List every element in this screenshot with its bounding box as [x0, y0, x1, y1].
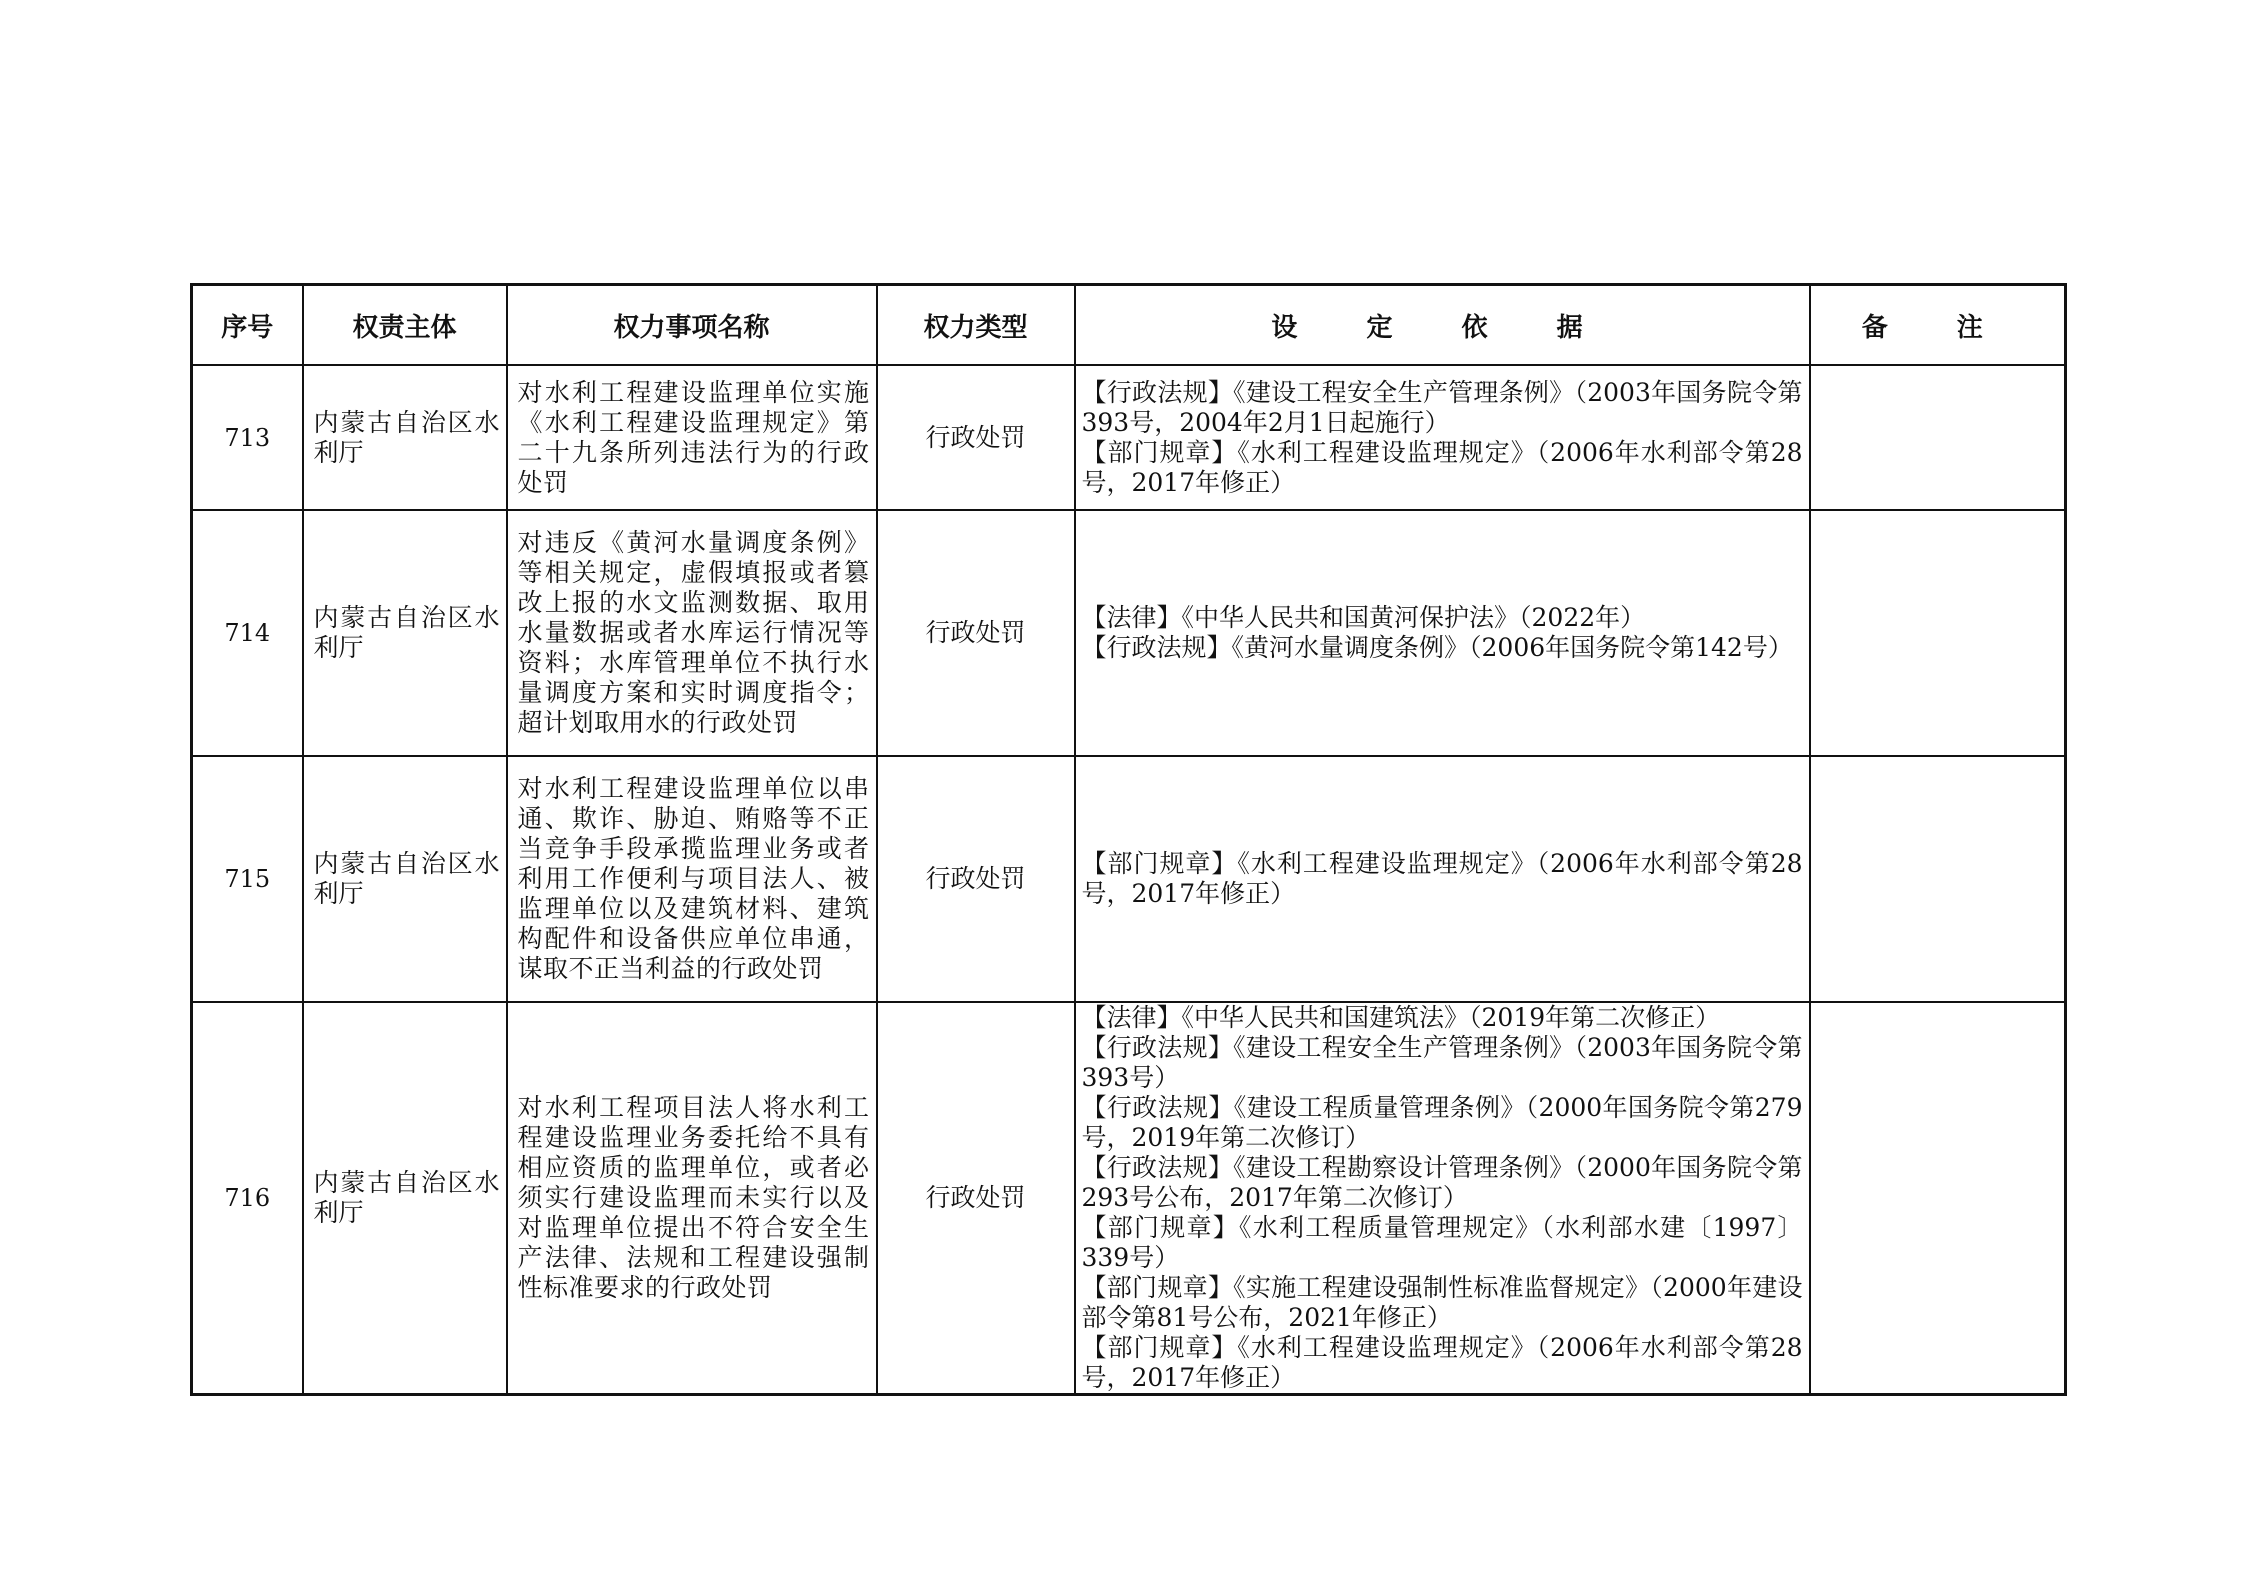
- power-list-table: [190, 283, 2067, 1396]
- table-row: [192, 510, 2066, 756]
- basis-item: 【部门规章】《水利工程质量管理规定》（水利部水建〔1997〕339号）: [1081, 1213, 1803, 1272]
- basis-item: 【行政法规】《建设工程勘察设计管理条例》（2000年国务院令第293号公布，2017年第二次修订）: [1081, 1153, 1803, 1212]
- cell-type: 行政处罚: [877, 756, 1075, 1002]
- cell-seq: 713: [192, 365, 303, 510]
- cell-seq: 715: [192, 756, 303, 1002]
- basis-item: 【部门规章】《水利工程建设监理规定》（2006年水利部令第28号，2017年修正）: [1081, 849, 1803, 908]
- basis-item: 【部门规章】《水利工程建设监理规定》（2006年水利部令第28号，2017年修正）: [1081, 437, 1803, 497]
- cell-name: 对水利工程建设监理单位以串通、欺诈、胁迫、贿赂等不正当竞争手段承揽监理业务或者利用工作便利与项目法人、被监理单位以及建筑材料、建筑构配件和设备供应单位串通，谋取不正当利益的行政处罚: [507, 756, 877, 1002]
- basis-item: 【行政法规】《建设工程安全生产管理条例》（2003年国务院令第393号）: [1081, 1033, 1803, 1092]
- cell-note: [1810, 365, 2066, 510]
- header-note: 备 注: [1810, 285, 2066, 366]
- cell-seq: 714: [192, 510, 303, 756]
- cell-name: 对水利工程项目法人将水利工程建设监理业务委托给不具有相应资质的监理单位，或者必须实行建设监理而未实行以及对监理单位提出不符合安全生产法律、法规和工程建设强制性标准要求的行政处罚: [507, 1002, 877, 1395]
- cell-type: 行政处罚: [877, 365, 1075, 510]
- cell-name: 对违反《黄河水量调度条例》等相关规定，虚假填报或者篡改上报的水文监测数据、取用水量数据或者水库运行情况等资料；水库管理单位不执行水量调度方案和实时调度指令；超计划取用水的行政处罚: [507, 510, 877, 756]
- cell-note: [1810, 1002, 2066, 1395]
- basis-item: 【法律】《中华人民共和国黄河保护法》（2022年）: [1081, 603, 1646, 632]
- header-seq: 序号: [192, 285, 303, 366]
- cell-note: [1810, 510, 2066, 756]
- cell-basis: [1075, 1002, 1810, 1395]
- cell-subject: 内蒙古自治区水利厅: [303, 510, 507, 756]
- cell-note: [1810, 756, 2066, 1002]
- header-subject: 权责主体: [303, 285, 507, 366]
- header-basis: 设 定 依 据: [1075, 285, 1810, 366]
- basis-item: 【部门规章】《水利工程建设监理规定》（2006年水利部令第28号，2017年修正）: [1081, 1333, 1803, 1392]
- basis-item: 【部门规章】《实施工程建设强制性标准监督规定》（2000年建设部令第81号公布，2021年修正）: [1081, 1273, 1803, 1332]
- table-row: [192, 756, 2066, 1002]
- cell-type: 行政处罚: [877, 1002, 1075, 1395]
- table-row: [192, 365, 2066, 510]
- cell-seq: 716: [192, 1002, 303, 1395]
- cell-basis: [1075, 365, 1810, 510]
- basis-item: 【行政法规】《黄河水量调度条例》（2006年国务院令第142号）: [1081, 633, 1793, 662]
- basis-item: 【行政法规】《建设工程质量管理条例》（2000年国务院令第279号，2019年第二次修订）: [1081, 1093, 1803, 1152]
- basis-item: 【法律】《中华人民共和国建筑法》（2019年第二次修正）: [1081, 1003, 1721, 1032]
- cell-subject: 内蒙古自治区水利厅: [303, 756, 507, 1002]
- header-name: 权力事项名称: [507, 285, 877, 366]
- cell-type: 行政处罚: [877, 510, 1075, 756]
- header-type: 权力类型: [877, 285, 1075, 366]
- document-table-wrapper: [190, 283, 2064, 1396]
- cell-subject: 内蒙古自治区水利厅: [303, 1002, 507, 1395]
- cell-subject: 内蒙古自治区水利厅: [303, 365, 507, 510]
- table-row: [192, 1002, 2066, 1395]
- cell-basis: [1075, 510, 1810, 756]
- cell-name: 对水利工程建设监理单位实施《水利工程建设监理规定》第二十九条所列违法行为的行政处罚: [507, 365, 877, 510]
- table-header-row: [192, 285, 2066, 366]
- cell-basis: [1075, 756, 1810, 1002]
- basis-item: 【行政法规】《建设工程安全生产管理条例》（2003年国务院令第393号，2004年2月1日起施行）: [1081, 377, 1803, 437]
